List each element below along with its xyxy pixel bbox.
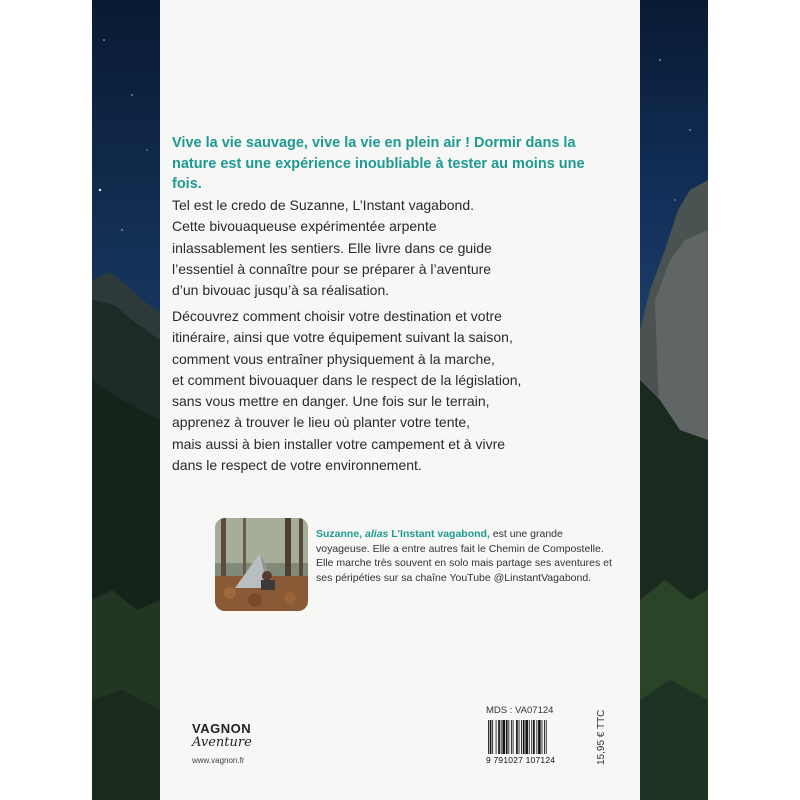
- publisher-url[interactable]: www.vagnon.fr: [192, 756, 245, 765]
- description-paragraph-2: [172, 306, 612, 476]
- barcode-bar: [502, 720, 505, 754]
- description-line: mais aussi à bien installer votre campement et à vivre: [172, 435, 506, 452]
- barcode-bar: [529, 720, 530, 754]
- description-line: d’un bivouac jusqu’à sa réalisation.: [172, 282, 390, 299]
- barcode-bar: [501, 720, 502, 754]
- barcode-bar: [525, 720, 528, 754]
- barcode-bar: [531, 720, 532, 754]
- mds-code: MDS : VA07124: [486, 705, 554, 716]
- cover-photo-left-strip: [92, 0, 160, 800]
- barcode-bar: [533, 720, 535, 754]
- description-line: inlassablement les sentiers. Elle livre dans ce guide: [172, 239, 492, 256]
- barcode-bar: [488, 720, 489, 754]
- intro-text: Vive la vie sauvage, vive la vie en plein air ! Dormir dans la nature est une expérience inoubliable à tester au moins une fois.: [172, 135, 585, 192]
- description-paragraph-1: [172, 195, 612, 301]
- barcode-bar: [538, 720, 541, 754]
- publisher-name: VAGNON: [192, 721, 252, 736]
- barcode-bar: [508, 720, 509, 754]
- isbn-digits: 9 791027 107124: [486, 755, 556, 765]
- barcode-bar: [519, 720, 520, 754]
- barcode-bar: [544, 720, 545, 754]
- description-line: Cette bivouaqueuse expérimentée arpente: [172, 218, 437, 235]
- author-alias-word: alias: [365, 528, 389, 540]
- cover-photo-right-strip: [640, 0, 708, 800]
- description-line: dans le respect de votre environnement.: [172, 457, 422, 474]
- barcode-bar: [542, 720, 543, 754]
- author-pseudonym: L’Instant vagabond,: [388, 528, 490, 540]
- barcode-bar: [513, 720, 514, 754]
- price-label: 15,95 € TTC: [596, 709, 607, 765]
- author-bio: [316, 527, 616, 585]
- barcode-bar: [492, 720, 493, 754]
- author-name: Suzanne,: [316, 528, 366, 540]
- author-photo: [215, 518, 308, 611]
- description-line: itinéraire, ainsi que votre équipement suivant la saison,: [172, 329, 513, 346]
- barcode-bar: [521, 720, 522, 754]
- description-line: comment vous entraîner physiquement à la marche,: [172, 350, 495, 367]
- author-bio-text: est une grande voyageuse. Elle a entre autres fait le Chemin de Compostelle. Elle marche très souvent en solo mais partage ses aventures et ses péripéties sur sa chaîne YouTube @LinstantVagabond.: [316, 528, 612, 584]
- barcode-bar: [546, 720, 547, 754]
- barcode-bar: [511, 720, 512, 754]
- publisher-collection: Aventure: [192, 735, 252, 750]
- description-line: et comment bivouaquer dans le respect de la législation,: [172, 371, 522, 388]
- barcode-bar: [496, 720, 497, 754]
- description-line: l’essentiel à connaître pour se préparer à l’aventure: [172, 260, 492, 277]
- barcode-bar: [506, 720, 508, 754]
- barcode-bar: [523, 720, 525, 754]
- description-line: Tel est le credo de Suzanne, L’Instant vagabond.: [172, 197, 474, 213]
- description-line: sans vous mettre en danger. Une fois sur le terrain,: [172, 393, 490, 410]
- description-line: Découvrez comment choisir votre destination et votre: [172, 308, 502, 324]
- barcode-bar: [490, 720, 492, 754]
- barcode-bar: [536, 720, 537, 754]
- publisher-logo: [192, 722, 272, 765]
- barcode-bar: [516, 720, 518, 754]
- barcode-bar: [498, 720, 500, 754]
- description-line: apprenez à trouver le lieu où planter votre tente,: [172, 414, 471, 431]
